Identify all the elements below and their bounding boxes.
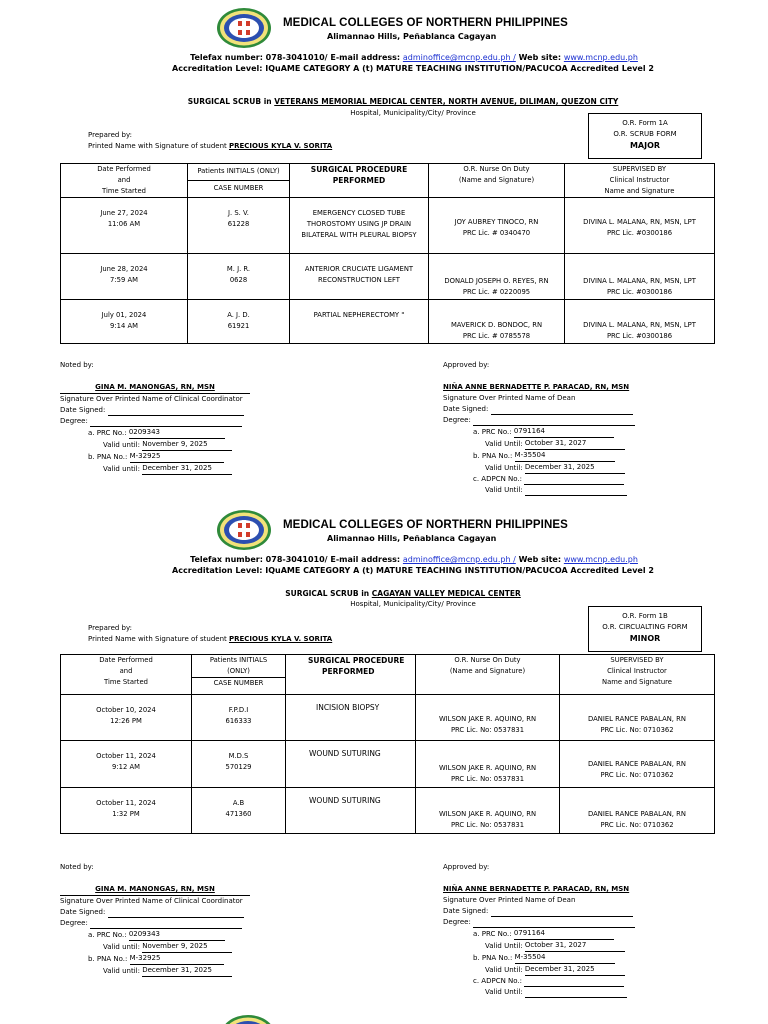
student-name: PRECIOUS KYLA V. SORITA <box>228 635 333 643</box>
school-seal-icon <box>216 509 272 551</box>
procedure-table <box>60 163 715 344</box>
accreditation: Accreditation Level: IQuAME CATEGORY A (t) MATURE TEACHING INSTITUTION/PACUCOA Accredited Level 2 <box>172 566 654 575</box>
school-address: Alimannao Hills, Peñablanca Cagayan <box>327 32 497 41</box>
email-link[interactable]: adminoffice@mcnp.edu.ph / <box>402 53 516 62</box>
school-header <box>0 502 768 582</box>
school-name: MEDICAL COLLEGES OF NORTHERN PHILIPPINES <box>283 519 568 531</box>
table-row: October 10, 2024 12:26 PM F.P.D.I 616333 INCISION BIOPSY WILSON JAKE R. AQUINO, RN PRC Lic. No: 0537831 DANIEL RANCE PABALAN, RN PRC Lic. No: 0710362 <box>61 695 715 741</box>
noted-by-block: Noted by: GINA M. MANONGAS, RN, MSN Signature Over Printed Name of Clinical Coordinator Date Signed: Degree: a. PRC No.: 0209343 Valid until: November 9, 2025 b. PNA No.: M-32925 Valid until: December 31, 2025 <box>60 360 320 475</box>
school-contact: Telefax number: 078-3041010/ E-mail address: adminoffice@mcnp.edu.ph / Web site: www.mcnp.edu.ph <box>190 53 638 62</box>
table-row: June 27, 2024 11:06 AM J. S. V. 61228 EMERGENCY CLOSED TUBE THOROSTOMY USING JP DRAIN BILATERAL WITH PLEURAL BIOPSY JOY AUBREY TINOCO, RN PRC Lic. # 0340470 DIVINA L. MALANA, RN, MSN, LPT PRC Lic. #0300186 <box>61 198 715 254</box>
prepared-by: Prepared by: Printed Name with Signature of student PRECIOUS KYLA V. SORITA <box>88 624 333 643</box>
accreditation: Accreditation Level: IQuAME CATEGORY A (t) MATURE TEACHING INSTITUTION/PACUCOA Accredited Level 2 <box>172 64 654 73</box>
table-row: July 01, 2024 9:14 AM A. J. D. 61921 PARTIAL NEPHERECTOMY " MAVERICK D. BONDOC, RN PRC Lic. # 0785578 DIVINA L. MALANA, RN, MSN, LPT PRC Lic. #0300186 <box>61 300 715 344</box>
coordinator-name: GINA M. MANONGAS, RN, MSN <box>95 383 215 391</box>
school-seal-icon <box>220 1014 276 1024</box>
form-1b <box>0 502 768 1002</box>
procedure-table <box>60 654 715 834</box>
table-header: Date Performed and Time Started Patients INITIALS (ONLY) CASE NUMBER SURGICAL PROCEDURE PERFORMED O.R. Nurse On Duty (Name and Signature) SUPERVISED BY Clinical Instructor Name and Signature <box>61 655 715 695</box>
table-header: Date Performed and Time Started Patients INITIALS (ONLY) CASE NUMBER SURGICAL PROCEDURE PERFORMED O.R. Nurse On Duty (Name and Signature) SUPERVISED BY Clinical Instructor Name and Signature <box>61 164 715 198</box>
student-name: PRECIOUS KYLA V. SORITA <box>228 142 333 150</box>
adpcn-valid-field[interactable] <box>525 495 627 496</box>
approved-by-block: Approved by: NIÑA ANNE BERNADETTE P. PARACAD, RN, MSN Signature Over Printed Name of Dean Date Signed: Degree: a. PRC No.: 0791164 Valid Until: October 31, 2027 b. PNA No.: M-35504 Valid Until: December 31, 2025 c. ADPCN No.: Valid Until: <box>443 360 703 496</box>
form-1a <box>0 0 768 500</box>
dean-name: NIÑA ANNE BERNADETTE P. PARACAD, RN, MSN <box>443 885 630 893</box>
school-name: MEDICAL COLLEGES OF NORTHERN PHILIPPINES <box>283 17 568 29</box>
school-address: Alimannao Hills, Peñablanca Cagayan <box>327 534 497 543</box>
website-link[interactable]: www.mcnp.edu.ph <box>563 555 638 564</box>
form-id-box: O.R. Form 1A O.R. SCRUB FORM MAJOR <box>588 113 702 159</box>
table-row: October 11, 2024 1:32 PM A.B 471360 WOUND SUTURING WILSON JAKE R. AQUINO, RN PRC Lic. No: 0537831 DANIEL RANCE PABALAN, RN PRC Lic. No: 0710362 <box>61 788 715 834</box>
website-link[interactable]: www.mcnp.edu.ph <box>563 53 638 62</box>
adpcn-valid-field[interactable] <box>525 997 627 998</box>
school-header <box>0 0 768 80</box>
next-page-seal <box>220 1014 276 1024</box>
noted-by-block: Noted by: GINA M. MANONGAS, RN, MSN Signature Over Printed Name of Clinical Coordinator Date Signed: Degree: a. PRC No.: 0209343 Valid until: November 9, 2025 b. PNA No.: M-32925 Valid until: December 31, 2025 <box>60 862 320 977</box>
dean-name: NIÑA ANNE BERNADETTE P. PARACAD, RN, MSN <box>443 383 630 391</box>
school-contact: Telefax number: 078-3041010/ E-mail address: adminoffice@mcnp.edu.ph / Web site: www.mcnp.edu.ph <box>190 555 638 564</box>
email-link[interactable]: adminoffice@mcnp.edu.ph / <box>402 555 516 564</box>
approved-by-block: Approved by: NIÑA ANNE BERNADETTE P. PARACAD, RN, MSN Signature Over Printed Name of Dean Date Signed: Degree: a. PRC No.: 0791164 Valid Until: October 31, 2027 b. PNA No.: M-35504 Valid Until: December 31, 2025 c. ADPCN No.: Valid Until: <box>443 862 703 998</box>
form-id-box: O.R. Form 1B O.R. CIRCUALTING FORM MINOR <box>588 606 702 652</box>
prepared-by: Prepared by: Printed Name with Signature of student PRECIOUS KYLA V. SORITA <box>88 131 333 150</box>
school-seal-icon <box>216 7 272 49</box>
coordinator-name: GINA M. MANONGAS, RN, MSN <box>95 885 215 893</box>
scrub-location: SURGICAL SCRUB in VETERANS MEMORIAL MEDICAL CENTER, NORTH AVENUE, DILIMAN, QUEZON CITY <box>187 97 619 106</box>
hospital-caption: Hospital, Municipality/City/ Province <box>350 600 476 608</box>
table-row: October 11, 2024 9:12 AM M.D.S 570129 WOUND SUTURING WILSON JAKE R. AQUINO, RN PRC Lic. No: 0537831 DANIEL RANCE PABALAN, RN PRC Lic. No: 0710362 <box>61 741 715 788</box>
scrub-location: SURGICAL SCRUB in CAGAYAN VALLEY MEDICAL CENTER <box>285 589 521 598</box>
hospital-caption: Hospital, Municipality/City/ Province <box>350 109 476 117</box>
table-row: June 28, 2024 7:59 AM M. J. R. 0628 ANTERIOR CRUCIATE LIGAMENT RECONSTRUCTION LEFT DONALD JOSEPH O. REYES, RN PRC Lic. # 0220095 DIVINA L. MALANA, RN, MSN, LPT PRC Lic. #0300186 <box>61 254 715 300</box>
